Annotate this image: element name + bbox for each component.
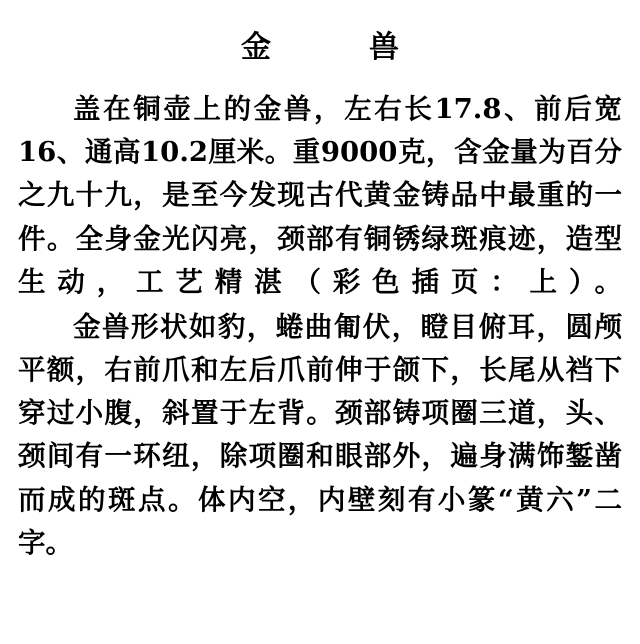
paragraph: 盖在铜壶上的金兽，左右长17.8、前后宽16、通高10.2厘米。重9000克，含金量为百分之九十九，是至今发现古代黄金铸品中最重的一件。全身金光闪亮，颈部有铜锈绿斑痕迹，造型生动，工艺精湛（彩色插页：上）。 bbox=[18, 93, 622, 298]
document-body bbox=[18, 88, 622, 565]
document-page bbox=[0, 30, 640, 644]
page-title: 金 兽 bbox=[241, 30, 433, 65]
paragraph: 金兽形状如豹，蜷曲匍伏，瞪目俯耳，圆颅平额，右前爪和左后爪前伸于颌下，长尾从裆下穿过小腹，斜置于左背。颈部铸项圈三道，头、颈间有一环纽，除项圈和眼部外，遍身满饰錾凿而成的斑点。体内空，内壁刻有小篆“黄六”二字。 bbox=[18, 310, 622, 559]
